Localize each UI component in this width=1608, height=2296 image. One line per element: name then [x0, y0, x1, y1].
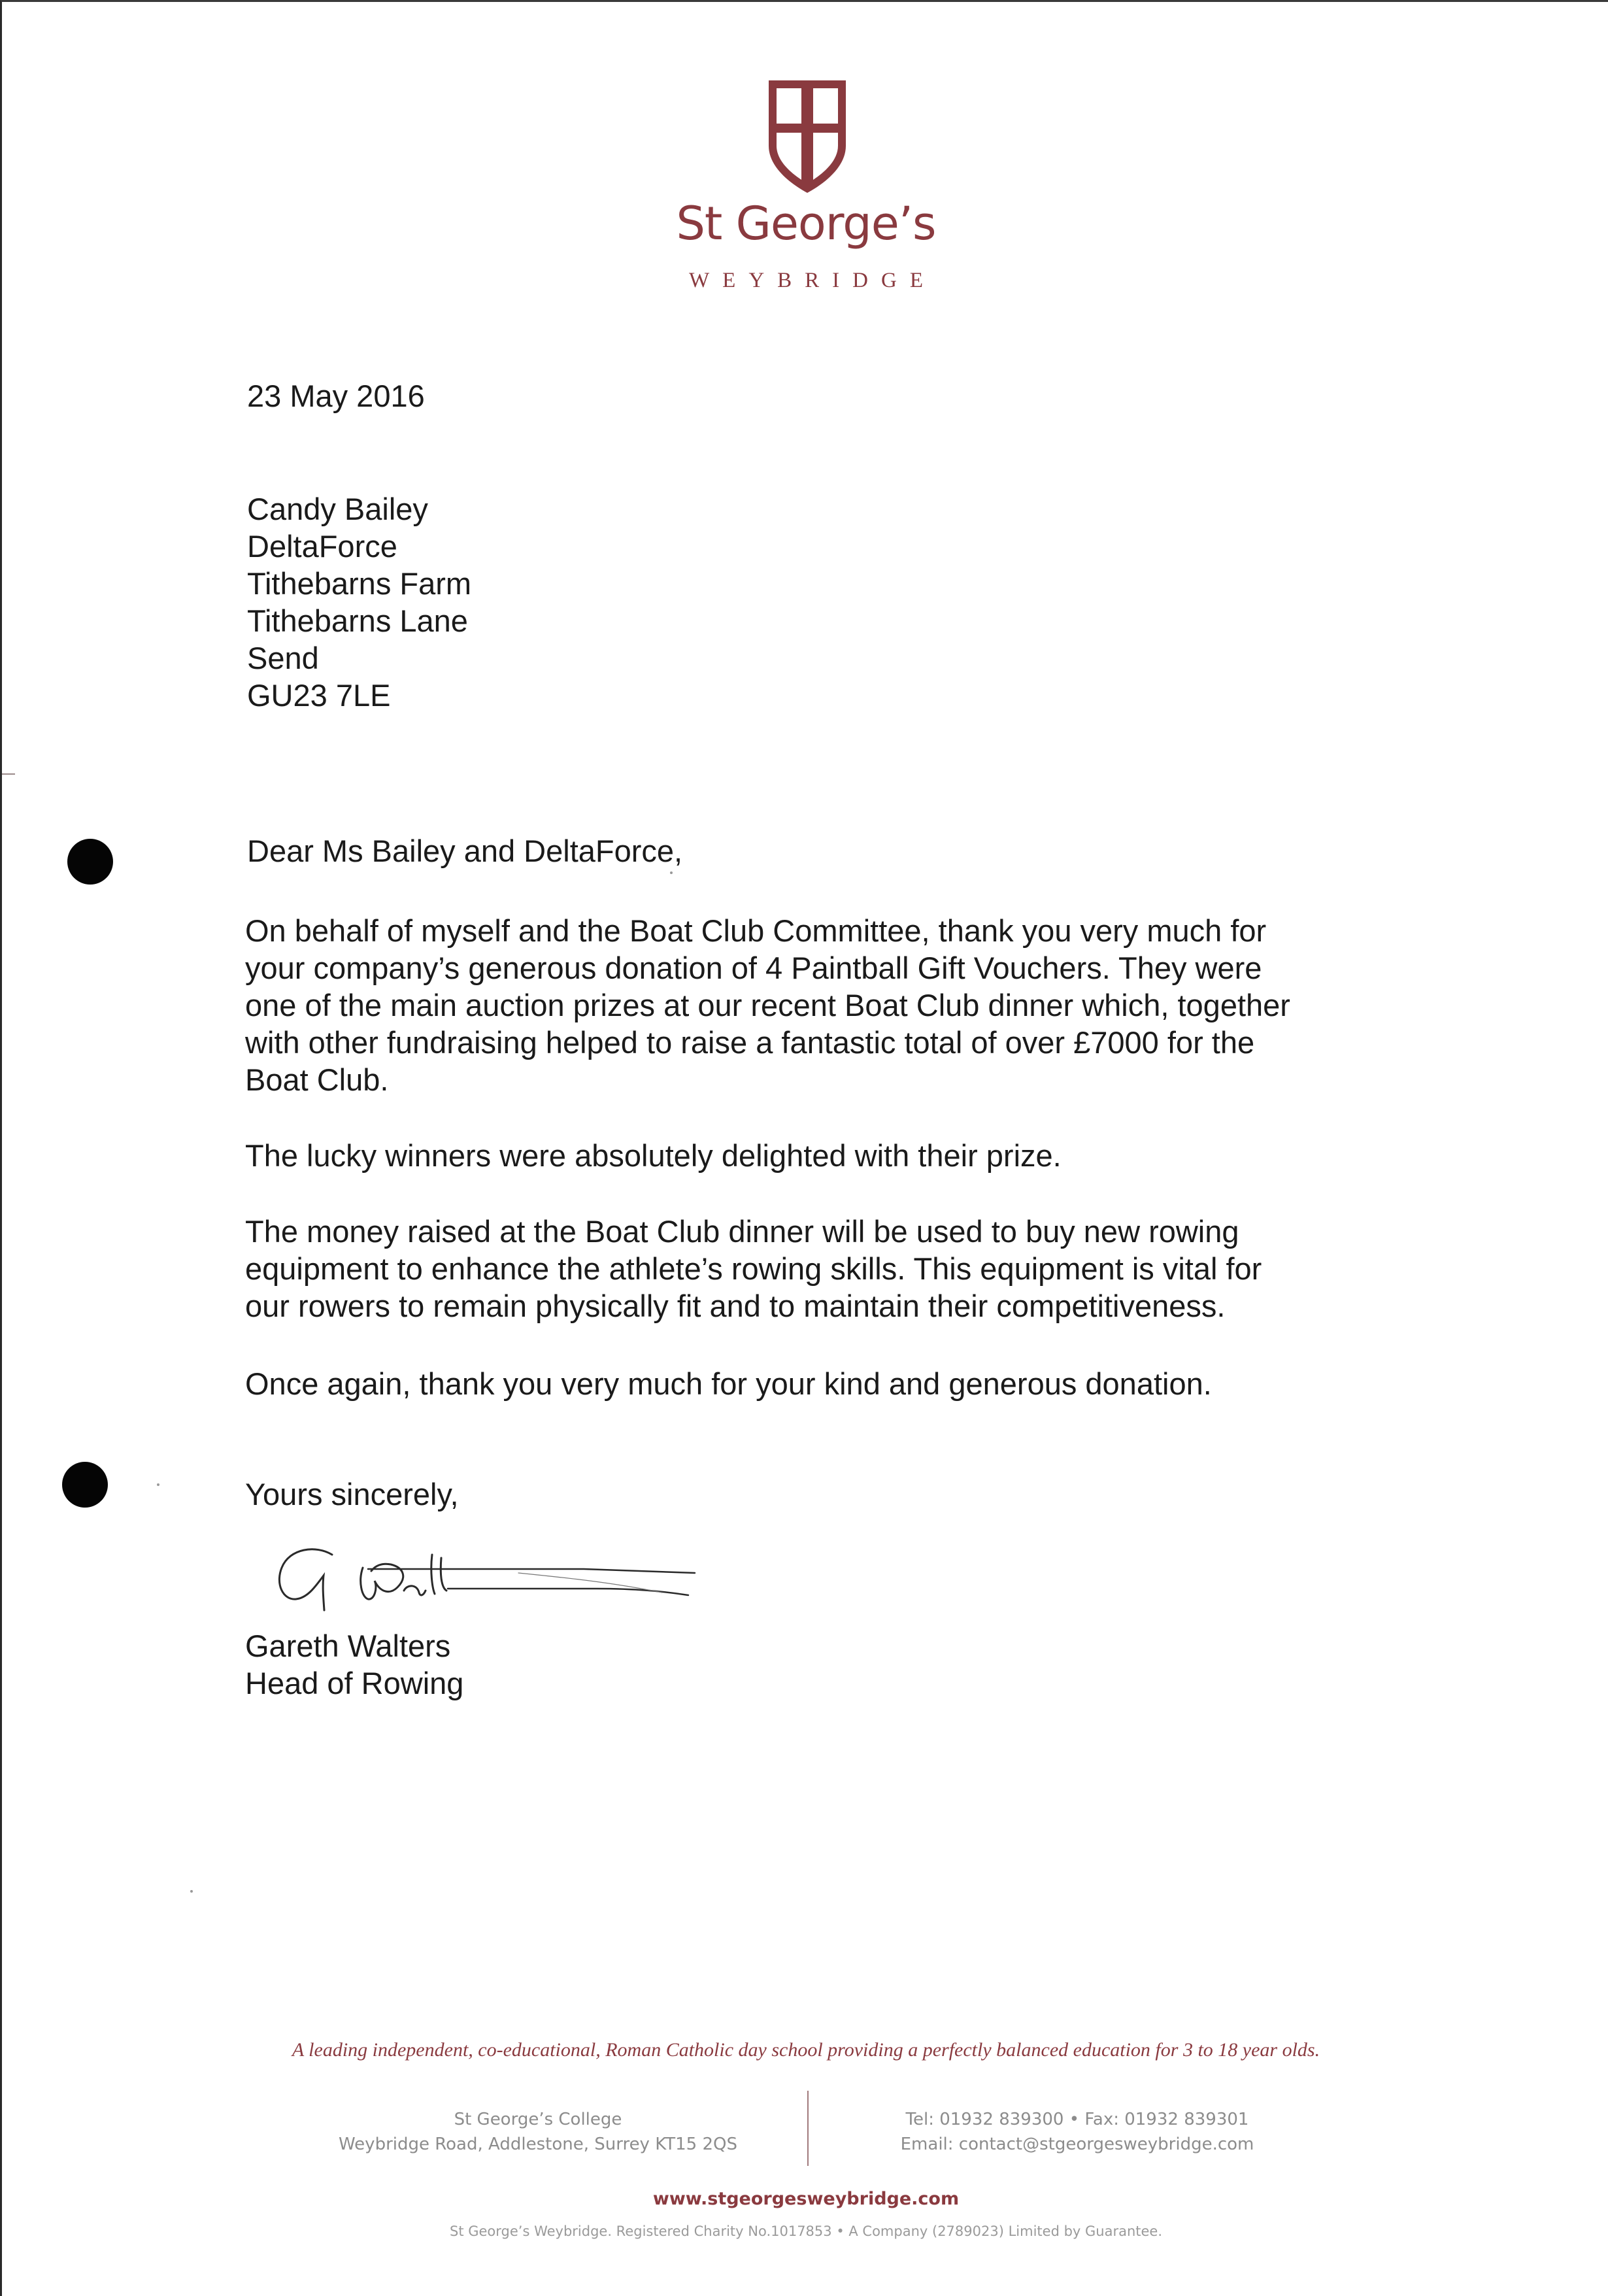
footer-website-link[interactable]: www.stgeorgesweybridge.com — [652, 2189, 960, 2209]
footer-address — [290, 2107, 786, 2157]
footer-legal: St George’s Weybridge. Registered Charity No.1017853 • A Company (2789023) Limited by Guarantee. — [449, 2223, 1163, 2239]
paragraph-line: your company’s generous donation of 4 Paintball Gift Vouchers. They were — [245, 951, 1262, 985]
address-line: Tithebarns Farm — [247, 566, 472, 601]
body-paragraph — [245, 1213, 1422, 1325]
address-line: Send — [247, 641, 319, 675]
scan-speck — [670, 871, 673, 874]
body-paragraph — [245, 1365, 1422, 1402]
footer-contact — [829, 2107, 1326, 2157]
brand-name: St George’s — [676, 197, 936, 250]
brand-subtitle: WEYBRIDGE — [689, 269, 936, 292]
punch-hole-icon — [67, 839, 113, 885]
paragraph-line: one of the main auction prizes at our recent Boat Club dinner which, together — [245, 988, 1290, 1022]
footer-email: Email: contact@stgeorgesweybridge.com — [900, 2135, 1254, 2154]
signer-title: Head of Rowing — [245, 1666, 464, 1700]
fold-mark — [2, 773, 15, 775]
shield-cross-icon — [769, 80, 846, 193]
address-line: Candy Bailey — [247, 492, 428, 526]
paragraph-line: On behalf of myself and the Boat Club Committee, thank you very much for — [245, 913, 1267, 948]
address-line: DeltaForce — [247, 529, 397, 564]
body-paragraph — [245, 912, 1422, 1098]
footer-phone-fax: Tel: 01932 839300 • Fax: 01932 839301 — [905, 2110, 1249, 2129]
recipient-address — [247, 490, 471, 714]
paragraph-line: Boat Club. — [245, 1062, 389, 1097]
footer-address-line: Weybridge Road, Addlestone, Surrey KT15 2QS — [339, 2135, 737, 2154]
scan-speck — [157, 1483, 159, 1486]
salutation: Dear Ms Bailey and DeltaForce, — [247, 834, 683, 868]
handwritten-signature-icon — [270, 1542, 714, 1613]
body-paragraph — [245, 1137, 1422, 1174]
closing: Yours sincerely, — [245, 1477, 459, 1511]
scan-speck — [190, 1890, 193, 1893]
paragraph-line: our rowers to remain physically fit and to maintain their competitiveness. — [245, 1289, 1226, 1323]
paragraph-line: Once again, thank you very much for your kind and generous donation. — [245, 1366, 1212, 1401]
paragraph-line: equipment to enhance the athlete’s rowing skills. This equipment is vital for — [245, 1251, 1262, 1286]
letter-date: 23 May 2016 — [247, 379, 425, 413]
footer-address-line: St George’s College — [454, 2110, 622, 2129]
signer-name: Gareth Walters — [245, 1629, 451, 1663]
address-line: Tithebarns Lane — [247, 603, 468, 638]
paragraph-line: with other fundraising helped to raise a fantastic total of over £7000 for the — [245, 1025, 1255, 1060]
footer-divider — [807, 2091, 809, 2166]
paragraph-line: The lucky winners were absolutely delighted with their prize. — [245, 1138, 1062, 1173]
footer-tagline: A leading independent, co-educational, Roman Catholic day school providing a perfectly balanced education for 3 to 18 year olds. — [292, 2039, 1320, 2061]
punch-hole-icon — [62, 1462, 108, 1508]
address-line: GU23 7LE — [247, 678, 391, 713]
paragraph-line: The money raised at the Boat Club dinner will be used to buy new rowing — [245, 1214, 1239, 1249]
